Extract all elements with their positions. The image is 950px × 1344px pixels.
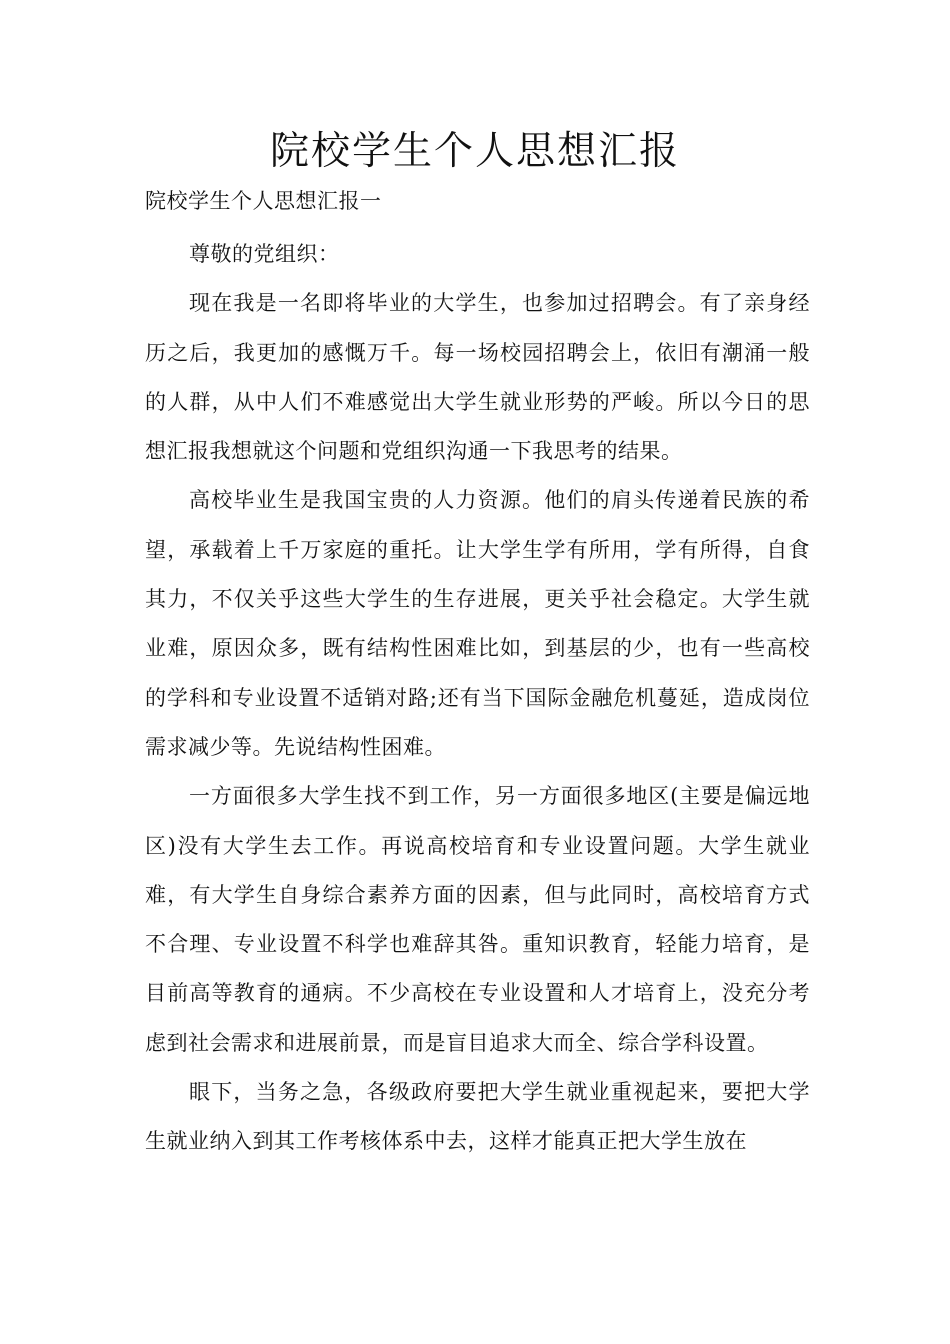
document-title: 院校学生个人思想汇报 [269, 129, 680, 174]
paragraph: 眼下，当务之急，各级政府要把大学生就业重视起来，要把大学生就业纳入到其工作考核体系中去，这样才能真正把大学生放在 [145, 1080, 810, 1154]
paragraph: 一方面很多大学生找不到工作，另一方面很多地区(主要是偏远地区)没有大学生去工作。再说高校培育和专业设置问题。大学生就业难，有大学生自身综合素养方面的因素，但与此同时，高校培育方式不合理、专业设置不科学也难辞其咎。重知识教育，轻能力培育，是目前高等教育的通病。不少高校在专业设置和人才培育上，没充分考虑到社会需求和进展前景，而是盲目追求大而全、综合学科设置。 [145, 784, 810, 1055]
paragraph: 现在我是一名即将毕业的大学生，也参加过招聘会。有了亲身经历之后，我更加的感慨万千。每一场校园招聘会上，依旧有潮涌一般的人群，从中人们不难感觉出大学生就业形势的严峻。所以今日的思想汇报我想就这个问题和党组织沟通一下我思考的结果。 [145, 291, 810, 464]
paragraph: 高校毕业生是我国宝贵的人力资源。他们的肩头传递着民族的希望，承载着上千万家庭的重托。让大学生学有所用，学有所得，自食其力，不仅关乎这些大学生的生存进展，更关乎社会稳定。大学生就业难，原因众多，既有结构性困难比如，到基层的少，也有一些高校的学科和专业设置不适销对路;还有当下国际金融危机蔓延，造成岗位需求减少等。先说结构性困难。 [145, 488, 810, 759]
paragraph-salutation: 尊敬的党组织： [189, 242, 340, 266]
document-body [145, 230, 810, 1167]
document-subtitle: 院校学生个人思想汇报一 [145, 189, 382, 213]
